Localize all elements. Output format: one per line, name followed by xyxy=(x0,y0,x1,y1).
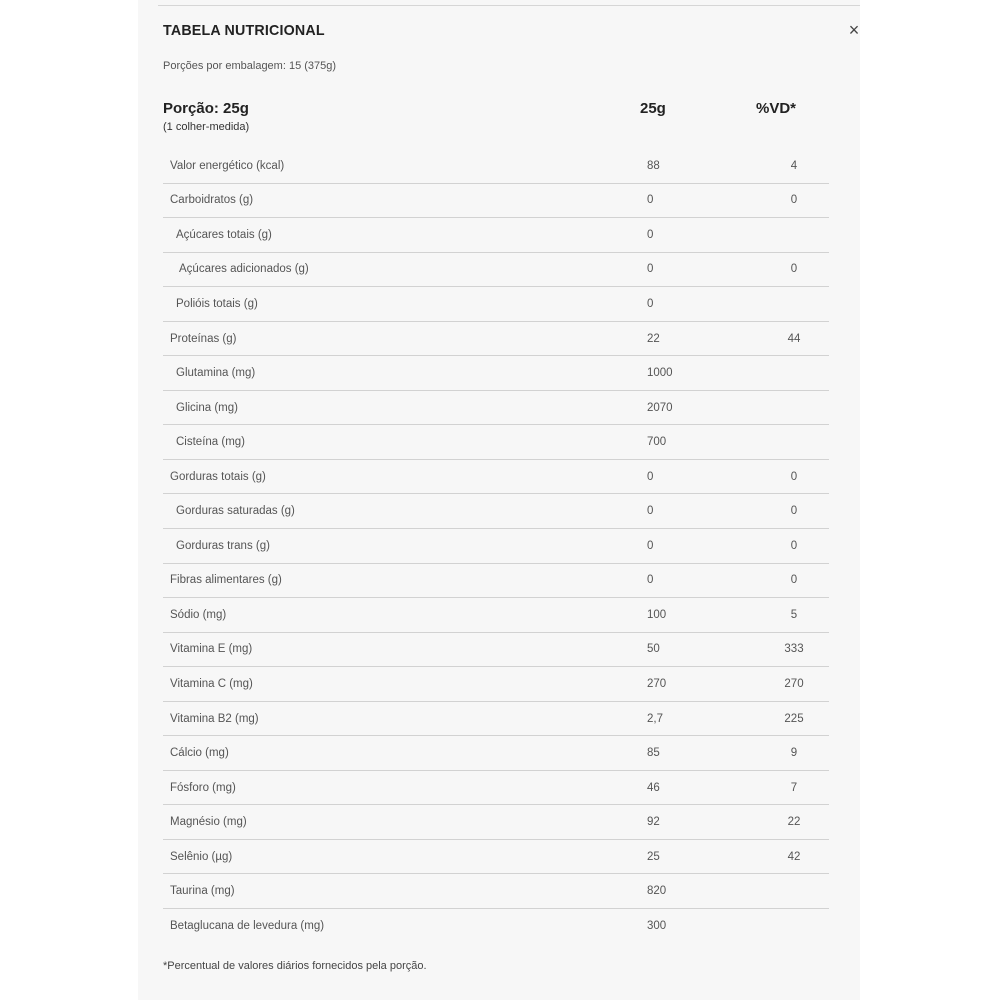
table-row xyxy=(163,149,829,184)
nutrient-amount: 0 xyxy=(647,297,654,310)
nutrient-amount: 22 xyxy=(647,332,660,345)
nutrient-amount: 700 xyxy=(647,436,667,449)
nutrient-name: Gorduras saturadas (g) xyxy=(176,505,295,518)
nutrient-daily-value: 0 xyxy=(790,505,798,518)
table-row xyxy=(163,909,829,944)
nutrient-name: Açúcares totais (g) xyxy=(176,228,272,241)
nutrient-name: Vitamina B2 (mg) xyxy=(170,712,259,725)
nutrient-name: Glicina (mg) xyxy=(176,401,238,414)
nutrient-amount: 85 xyxy=(647,747,660,760)
nutrient-name: Glutamina (mg) xyxy=(176,367,256,380)
nutrition-table xyxy=(163,149,829,944)
table-row xyxy=(163,667,829,702)
nutrient-amount: 0 xyxy=(647,470,654,483)
daily-value-column-header: %VD* xyxy=(756,100,797,117)
nutrient-name: Proteínas (g) xyxy=(170,332,237,345)
nutrient-name: Vitamina E (mg) xyxy=(170,643,253,656)
portion-label: Porção: 25g xyxy=(163,100,249,117)
nutrient-amount: 2070 xyxy=(647,401,673,414)
nutrient-amount: 270 xyxy=(647,677,667,690)
amount-column-header: 25g xyxy=(640,100,666,117)
nutrient-amount: 88 xyxy=(647,159,660,172)
top-divider xyxy=(158,5,860,6)
table-row xyxy=(163,184,829,219)
nutrient-daily-value: 22 xyxy=(787,816,801,829)
table-row xyxy=(163,529,829,564)
table-row xyxy=(163,564,829,599)
table-row xyxy=(163,391,829,426)
nutrient-name: Açúcares adicionados (g) xyxy=(179,263,309,276)
nutrient-amount: 0 xyxy=(647,505,654,518)
nutrient-name: Fósforo (mg) xyxy=(170,781,236,794)
table-row xyxy=(163,253,829,288)
nutrient-name: Gorduras totais (g) xyxy=(170,470,266,483)
nutrient-amount: 300 xyxy=(647,920,667,933)
close-icon[interactable]: × xyxy=(848,20,860,40)
nutrient-daily-value: 0 xyxy=(790,539,798,552)
servings-per-package: Porções por embalagem: 15 (375g) xyxy=(163,60,337,72)
nutrient-daily-value: 333 xyxy=(784,643,804,656)
nutrient-daily-value: 5 xyxy=(790,608,798,621)
nutrient-daily-value: 0 xyxy=(790,263,798,276)
nutrient-name: Taurina (mg) xyxy=(170,885,235,898)
nutrient-name: Selênio (µg) xyxy=(170,850,233,863)
nutrient-daily-value: 270 xyxy=(784,677,804,690)
nutrient-name: Magnésio (mg) xyxy=(170,816,247,829)
table-row xyxy=(163,771,829,806)
nutrient-name: Carboidratos (g) xyxy=(170,194,254,207)
table-row xyxy=(163,494,829,529)
table-row xyxy=(163,702,829,737)
nutrient-daily-value: 0 xyxy=(790,470,798,483)
nutrient-amount: 0 xyxy=(647,263,654,276)
nutrient-amount: 0 xyxy=(647,574,654,587)
table-row xyxy=(163,425,829,460)
nutrient-amount: 1000 xyxy=(647,367,673,380)
nutrient-amount: 92 xyxy=(647,816,660,829)
nutrient-amount: 820 xyxy=(647,885,667,898)
table-row xyxy=(163,805,829,840)
nutrient-name: Sódio (mg) xyxy=(170,608,227,621)
nutrient-amount: 2,7 xyxy=(647,712,663,725)
nutrient-daily-value: 0 xyxy=(790,574,798,587)
portion-sublabel: (1 colher-medida) xyxy=(163,121,250,133)
table-row xyxy=(163,840,829,875)
nutrient-amount: 46 xyxy=(647,781,660,794)
nutrient-name: Gorduras trans (g) xyxy=(176,539,270,552)
table-row xyxy=(163,874,829,909)
nutrient-name: Cálcio (mg) xyxy=(170,747,229,760)
panel-title: TABELA NUTRICIONAL xyxy=(163,22,325,39)
nutrient-amount: 50 xyxy=(647,643,660,656)
nutrient-amount: 0 xyxy=(647,194,654,207)
table-row xyxy=(163,633,829,668)
nutrient-daily-value: 0 xyxy=(790,194,798,207)
nutrient-name: Vitamina C (mg) xyxy=(170,677,253,690)
nutrient-daily-value: 44 xyxy=(787,332,801,345)
nutrient-daily-value: 7 xyxy=(790,781,798,794)
table-row xyxy=(163,322,829,357)
nutrient-name: Valor energético (kcal) xyxy=(170,159,285,172)
table-row xyxy=(163,460,829,495)
table-row xyxy=(163,218,829,253)
nutrition-panel xyxy=(138,0,860,1000)
nutrient-amount: 25 xyxy=(647,850,660,863)
nutrient-name: Fibras alimentares (g) xyxy=(170,574,282,587)
nutrient-daily-value: 4 xyxy=(790,159,798,172)
nutrient-amount: 0 xyxy=(647,228,654,241)
table-row xyxy=(163,736,829,771)
nutrient-amount: 100 xyxy=(647,608,667,621)
footnote: *Percentual de valores diários fornecidos pela porção. xyxy=(163,960,427,972)
nutrient-daily-value: 9 xyxy=(790,747,798,760)
nutrient-daily-value: 42 xyxy=(787,850,801,863)
nutrient-name: Betaglucana de levedura (mg) xyxy=(170,920,325,933)
nutrient-amount: 0 xyxy=(647,539,654,552)
nutrient-name: Cisteína (mg) xyxy=(176,436,246,449)
table-row xyxy=(163,287,829,322)
nutrient-name: Polióis totais (g) xyxy=(176,297,258,310)
table-row xyxy=(163,356,829,391)
table-row xyxy=(163,598,829,633)
nutrient-daily-value: 225 xyxy=(784,712,804,725)
